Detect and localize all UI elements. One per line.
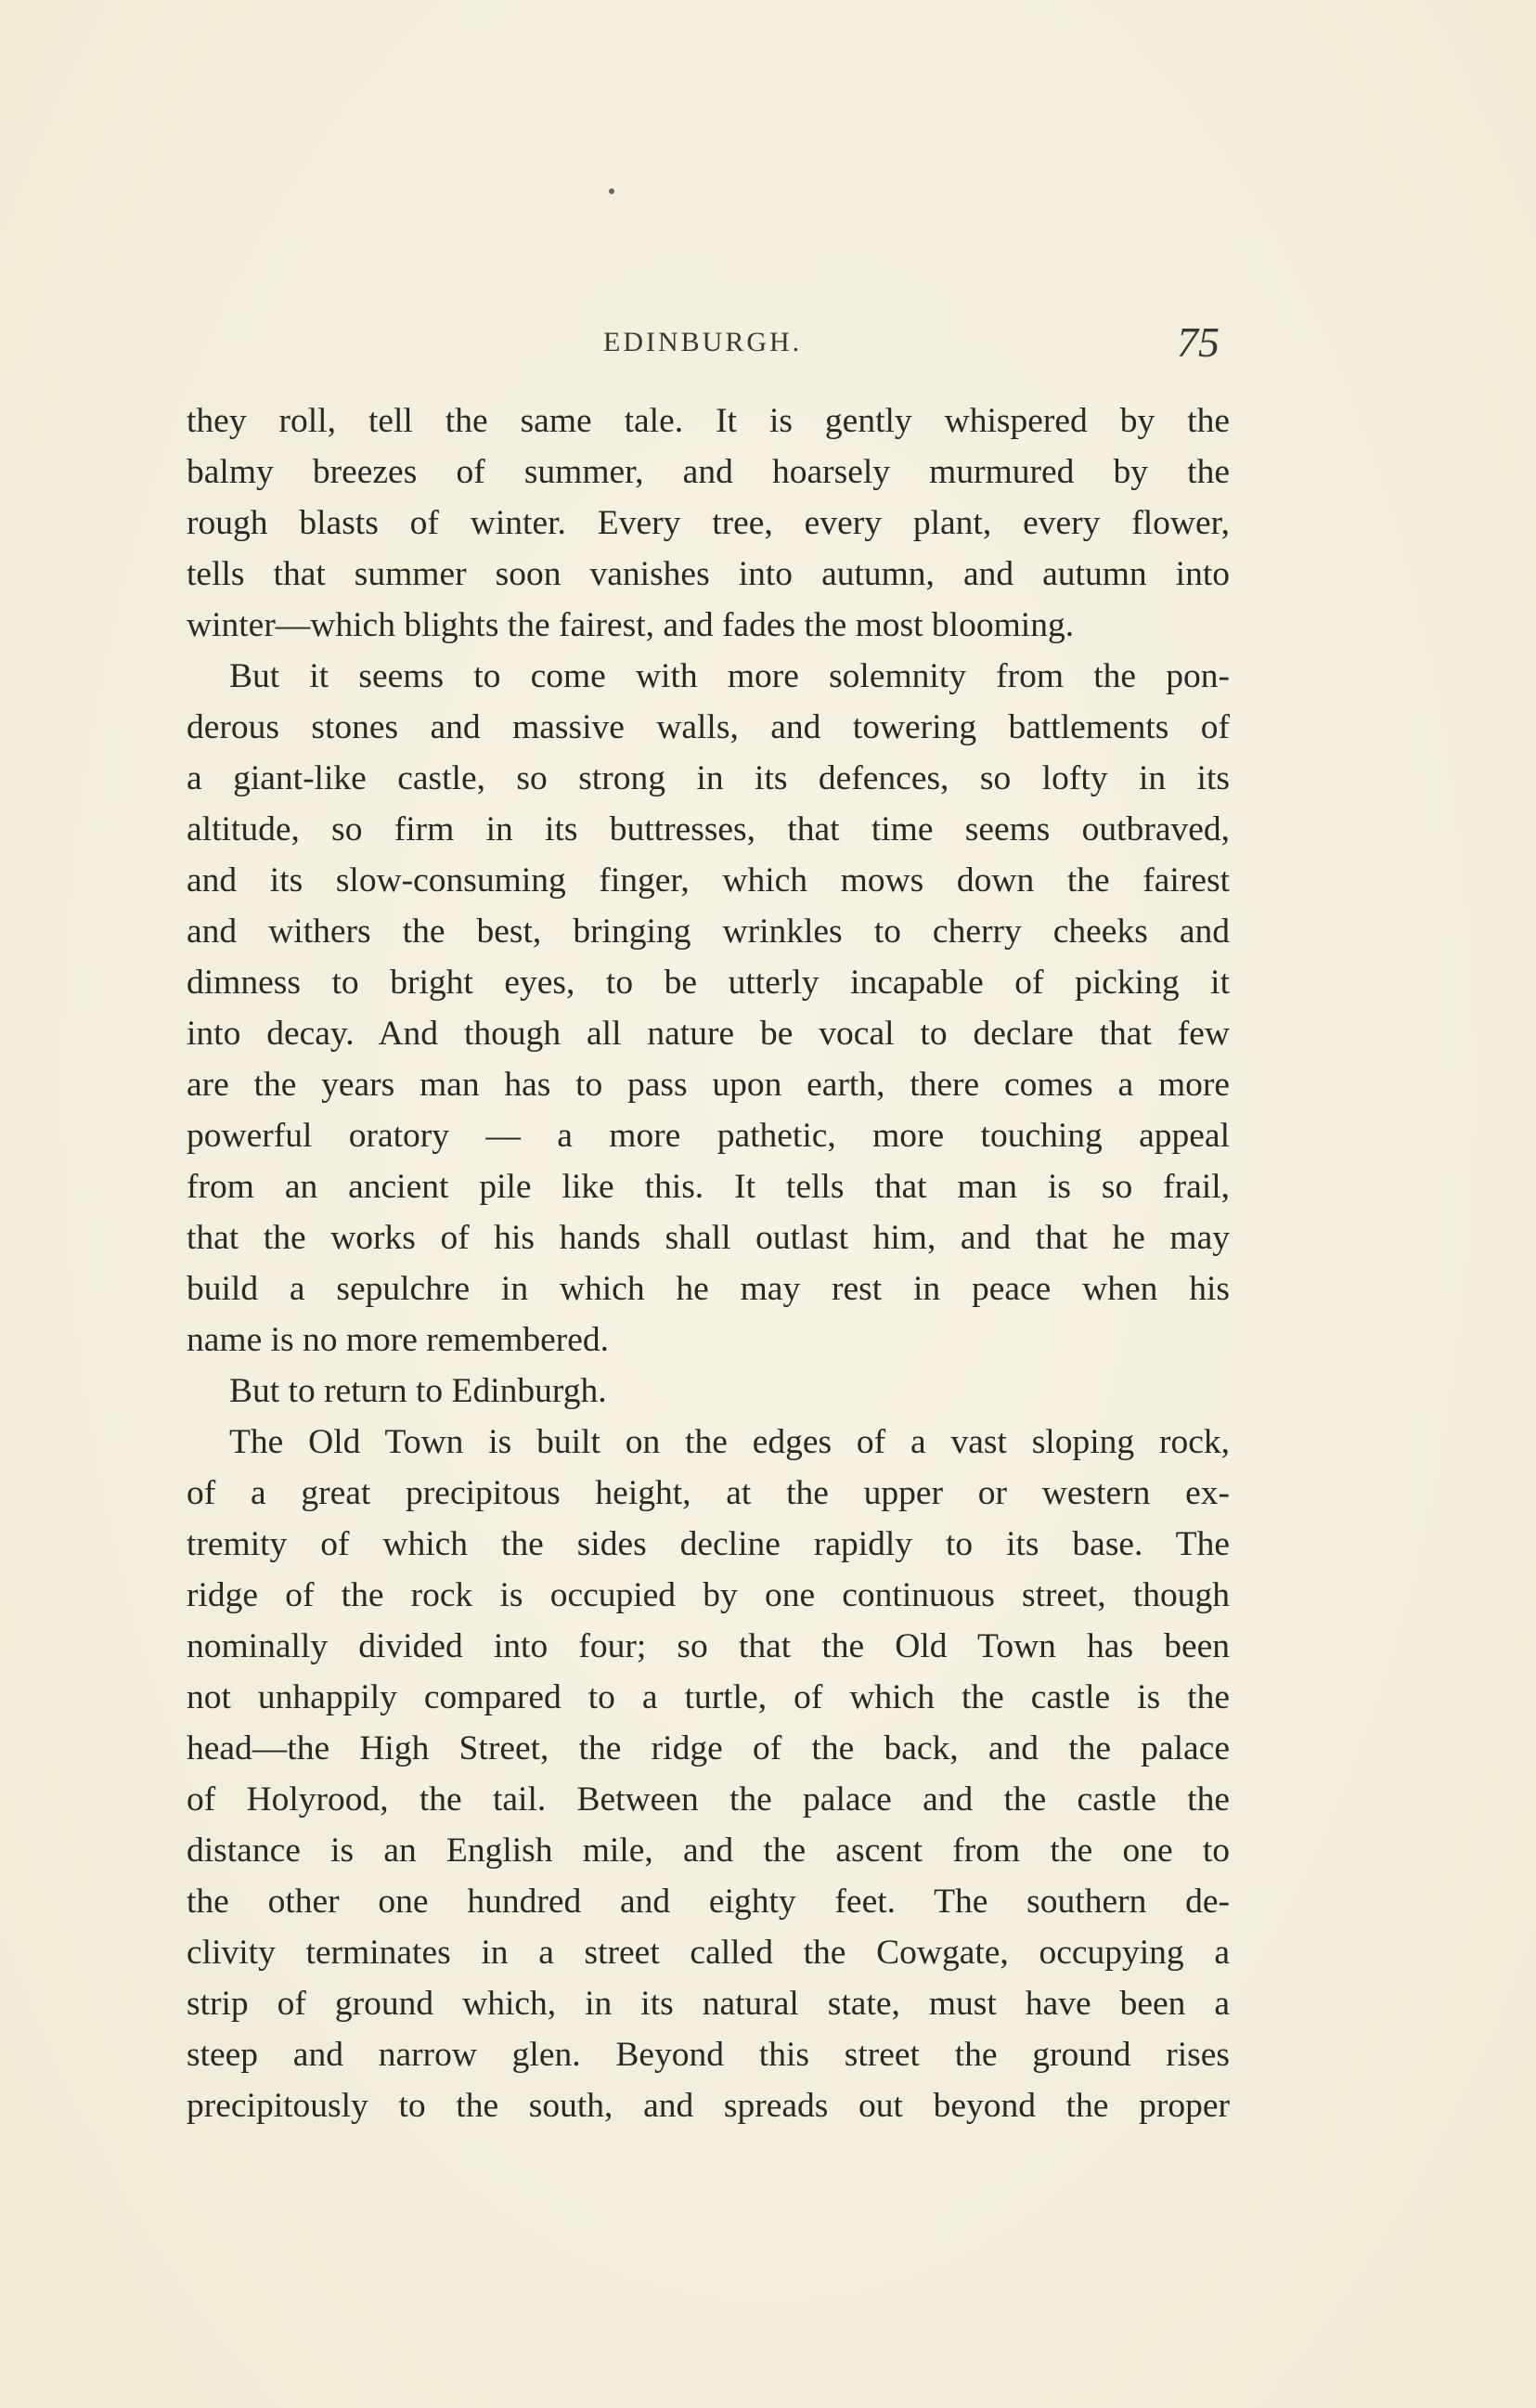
paragraph-start-line: The Old Town is built on the edges of a vast sloping rock, (229, 1423, 1230, 1461)
text-line: altitude, so firm in its buttresses, that time seems outbraved, (187, 810, 1230, 848)
text-line: not unhappily compared to a turtle, of which the castle is the (187, 1678, 1230, 1716)
running-head: EDINBURGH. (603, 327, 803, 357)
paragraph-start-line: But it seems to come with more solemnity from the pon- (229, 657, 1230, 695)
text-line: build a sepulchre in which he may rest in peace when his (187, 1270, 1230, 1308)
paragraph-start-line: But to return to Edinburgh. (229, 1372, 607, 1410)
text-line: and its slow-consuming finger, which mows down the fairest (187, 861, 1230, 900)
text-line: dimness to bright eyes, to be utterly incapable of picking it (187, 964, 1230, 1002)
text-line: distance is an English mile, and the ascent from the one to (187, 1832, 1230, 1870)
text-line: a giant-like castle, so strong in its defences, so lofty in its (187, 759, 1230, 797)
body-text (187, 395, 1230, 2131)
text-line: tells that summer soon vanishes into autumn, and autumn into (187, 555, 1230, 593)
ink-dot (609, 188, 614, 194)
text-line: clivity terminates in a street called the Cowgate, occupying a (187, 1934, 1230, 1972)
text-line: are the years man has to pass upon earth, there comes a more (187, 1066, 1230, 1104)
text-line: nominally divided into four; so that the Old Town has been (187, 1627, 1230, 1665)
text-line: from an ancient pile like this. It tells that man is so frail, (187, 1168, 1230, 1206)
text-line: the other one hundred and eighty feet. The southern de- (187, 1883, 1230, 1921)
text-line: tremity of which the sides decline rapidly to its base. The (187, 1525, 1230, 1563)
text-line: into decay. And though all nature be vocal to declare that few (187, 1015, 1230, 1053)
text-line: rough blasts of winter. Every tree, every plant, every flower, (187, 504, 1230, 542)
text-line: name is no more remembered. (187, 1321, 610, 1359)
text-line: powerful oratory — a more pathetic, more touching appeal (187, 1117, 1230, 1155)
text-line: head—the High Street, the ridge of the back, and the palace (187, 1729, 1230, 1767)
text-line: and withers the best, bringing wrinkles to cherry cheeks and (187, 913, 1230, 951)
text-line: balmy breezes of summer, and hoarsely murmured by the (187, 453, 1230, 491)
text-line: they roll, tell the same tale. It is gently whispered by the (187, 402, 1230, 440)
text-line: of a great precipitous height, at the upper or western ex- (187, 1474, 1230, 1512)
text-line: derous stones and massive walls, and towering battlements of (187, 708, 1230, 746)
text-line: steep and narrow glen. Beyond this street the ground rises (187, 2036, 1230, 2074)
text-line: that the works of his hands shall outlast him, and that he may (187, 1219, 1230, 1257)
page-number: 75 (1177, 318, 1220, 366)
text-line: ridge of the rock is occupied by one continuous street, though (187, 1576, 1230, 1614)
text-line: precipitously to the south, and spreads out beyond the proper (187, 2087, 1230, 2125)
text-line: winter—which blights the fairest, and fades the most blooming. (187, 606, 1075, 644)
text-line: of Holyrood, the tail. Between the palace and the castle the (187, 1780, 1230, 1819)
text-line: strip of ground which, in its natural state, must have been a (187, 1985, 1230, 2023)
